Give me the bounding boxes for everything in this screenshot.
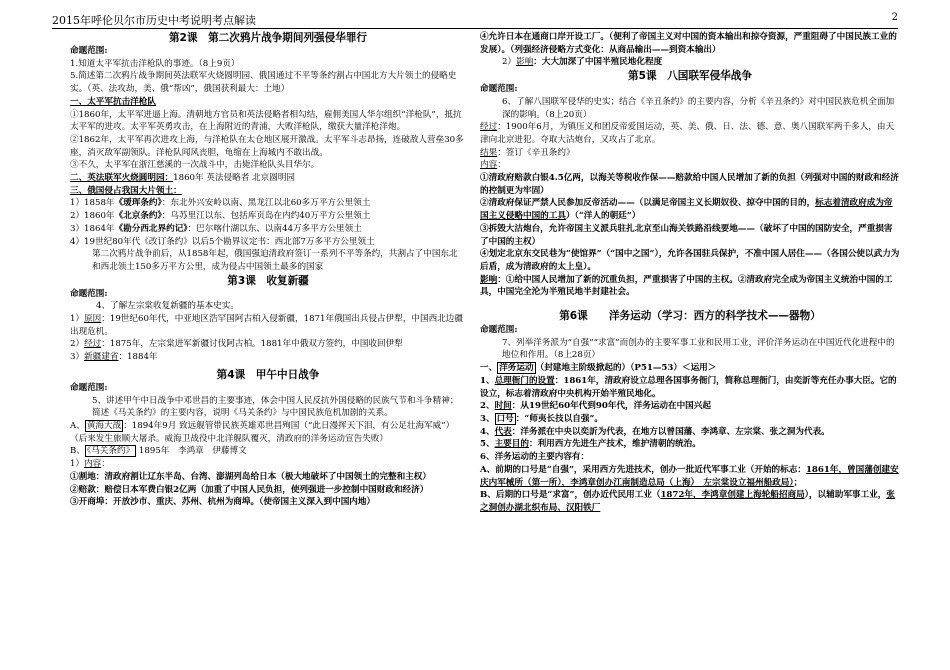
- l4-item-a: [70, 420, 466, 445]
- l4-item-b: [70, 445, 466, 458]
- l6-a-text: A、前期的口号是“自强”，采用西方先进技术，创办一批近代军事工业（开始的标志：: [480, 464, 806, 475]
- l5-result-label: 结果: [480, 147, 498, 158]
- l6-item-6: 6、洋务运动的主要内容有：: [480, 452, 590, 463]
- l6-item-5: [480, 438, 900, 451]
- l6-1-text: ：1861年，清政府设立总理各国事务衙门，简称总理衙门，由奕訢等充任办事大臣。它的设立，标志着清政府中央机构开始半殖民地化。: [480, 375, 897, 399]
- l3-process-label: 经过: [84, 339, 102, 350]
- l6-2-text: ：从19世纪60年代到90年代，洋务运动在中国兴起: [511, 401, 711, 412]
- l6-b-detail: 1872年，李鸿章创建上海轮船招商局: [660, 490, 805, 501]
- l4-content-3: ③开商埠：开放沙市、重庆、苏州、杭州为商埠。（使帝国主义深入到中国内地）: [70, 497, 376, 508]
- l6-4-text: ：洋务派在中央以奕訢为代表，在地方以曾国藩、李鸿章、左宗棠、张之洞为代表。: [511, 426, 830, 437]
- l6-1-label: 总理衙门的设置: [494, 375, 555, 386]
- l6-4-label: 代表: [494, 426, 512, 437]
- l6-a-detail: 1861年，曾国藩创建安庆内军械所（第一所），李鸿章创办江南制造总局（上海） 左宗棠设立福州船政局）: [480, 464, 899, 488]
- l5-content-2-b: 标志着清政府成为帝国主义侵略中国的工具: [480, 198, 893, 222]
- l4-a-num: A、: [70, 420, 85, 431]
- l3-point-4: 4、了解左宗棠收复新疆的基本史实。: [96, 301, 239, 312]
- lesson-3-title: 第3课 收复新疆: [227, 274, 309, 287]
- l6-1-num: 1、: [480, 375, 495, 386]
- l3-province-num: 3）: [70, 352, 85, 363]
- treaty-2-year: 2）1860年: [70, 211, 115, 222]
- l4-content-2: ②赔款：赔偿日本军费白银2亿两（加重了中国人民负担，使列强进一步控制中国财政和经济）: [70, 484, 429, 495]
- treaty-3-year: 3）1864年: [70, 223, 115, 234]
- l4-b-num: B、: [70, 446, 85, 457]
- treaty-1-name: 《瑷珲条约》: [114, 198, 162, 209]
- l6-3-num: 3、: [480, 413, 495, 424]
- l6-2-label: 时间: [494, 401, 512, 412]
- treaty-2-name: 《北京条约》: [114, 211, 162, 222]
- scope-label: 命题范围:: [480, 84, 518, 95]
- l5-result-text: ：签订《辛丑条约》: [497, 147, 575, 158]
- l5-content-colon: ：: [497, 160, 506, 171]
- l6-5-text: ：利用西方先进生产技术，维护清朝的统治。: [528, 439, 701, 450]
- l4-a-label: 黄海大战: [86, 420, 122, 431]
- l4-impact-num: 2）: [502, 57, 517, 68]
- l5-content-4: ④划定北京东交民巷为“使馆界”（“国中之国”），允许各国驻兵保护，不准中国人居住——（各国公使以武力为后盾，成为清政府的太上皇）。: [480, 249, 900, 272]
- lesson-6-title: 第6课 洋务运动（学习：西方的科学技术——器物）: [559, 310, 821, 323]
- l5-impact: [480, 274, 900, 299]
- l4-impact-label: 影响: [516, 57, 534, 68]
- l3-cause-num: 1）: [70, 314, 85, 325]
- l4-c-label: 内容: [84, 459, 102, 470]
- l2-h1-item-c: ③不久，太平军在浙江慈溪的一次战斗中，击毙洋枪队头目华尔。: [70, 160, 320, 171]
- l2-summary: 第二次鸦片战争前后，从1858年起，俄国强迫清政府签订一系列不平等条约，共割占了中国东北和西北领土150多万平方公里，成为侵占中国领土最多的国家: [92, 249, 458, 272]
- l4-impact-text: ：大大加深了中国半殖民地化程度: [533, 57, 663, 68]
- header-title: 2015年呼伦贝尔市历史中考说明考点解读: [52, 14, 256, 27]
- l2-h1-item-b: ②1862年，太平军再次进攻上海，与洋枪队在太仓地区展开激战。太平军斗志昂扬，连破敌人营垒30多座，消灭敌军副领队。洋枪队闻风丧胆，龟缩在上海城内不敢出战。: [70, 134, 464, 158]
- l6-a-end: ；: [793, 477, 803, 488]
- l5-point-6: 6、了解八国联军侵华的史实；结合《辛丑条约》的主要内容，分析《辛丑条约》对中国民族危机全面加深的影响。（8上20页）: [502, 96, 895, 120]
- treaty-4: 4）19世纪80年代《改订条约》以后5个勘界议定书：西北部7万多平方公里领土: [70, 236, 375, 247]
- l4-b-label: 《马关条约》: [86, 446, 135, 457]
- scope-label: 命题范围:: [70, 46, 108, 56]
- l2-heading-2: 二、英法联军火烧圆明园：: [70, 173, 174, 184]
- l5-process-text: ：1900年6月，为镇压义和团反帝爱国运动，英、美、俄、日、法、德、意、奥八国联军两千多人，由天津向北京进犯。夺取大沽炮台，又攻占了北京。: [480, 122, 895, 145]
- l6-h1-label: 洋务运动: [499, 363, 534, 374]
- l4-b-text: 1895年 李鸿章 伊藤博文: [136, 446, 247, 457]
- treaty-3-text: ：巴尔喀什湖以东、以南44万多平方公里领土: [187, 223, 362, 234]
- l3-province-text: ：1884年: [118, 352, 158, 363]
- l6-3-label: 口号: [496, 413, 514, 424]
- l5-content-1: ①清政府赔款白银4.5亿两，以海关等税收作保——赔款给中国人民增加了新的负担（列强对中国的财政和经济的控制更为牢固）: [480, 173, 899, 196]
- l2-point-5: 5.简述第二次鸦片战争期间英法联军火烧圆明园、俄国通过不平等条约割占中国北方大片领土的侵略史实。（英、法攻劫，美、俄“帮凶”，俄国获利最大：土地）: [70, 71, 457, 95]
- treaty-2-text: ：乌苏里江以东、包括库页岛在内约40万平方公里领土: [161, 211, 371, 222]
- l5-result: [480, 147, 900, 160]
- l5-process: [480, 121, 900, 146]
- l6-point-7: 7、列举洋务派为“自强”“求富”而创办的主要军事工业和民用工业，评价洋务运动在中国近代化进程中的地位和作用。（8上28页）: [502, 337, 895, 361]
- treaty-3-name: 《勘分西北界约记》: [114, 223, 188, 234]
- page-number: 2: [891, 12, 898, 23]
- l3-process-text: ：1875年，左宗棠进军新疆讨伐阿古柏。1881年中俄双方签约，中国收回伊犁: [101, 339, 403, 350]
- l5-impact-label: 影响: [480, 274, 498, 285]
- l5-content-2: [480, 197, 900, 222]
- left-column: [70, 31, 466, 509]
- treaty-2: [70, 210, 466, 223]
- l2-heading-3: 三、俄国侵占我国大片领土：: [70, 185, 182, 196]
- l4-a-text: ：1894年9月 致远舰管带民族英雄邓世昌殉国（“此日漫挥天下泪，有公足壮海军威”）（后来发生旅顺大屠杀。威海卫战役中北洋舰队覆灭，清政府的洋务运动宣告失败）: [70, 420, 455, 444]
- l6-5-num: 5、: [480, 439, 495, 450]
- l5-content-heading: [480, 159, 900, 172]
- l4-content-1: ①割地：清政府割让辽东半岛、台湾、澎湖列岛给日本（极大地破坏了中国领土的完整和主权）: [70, 471, 431, 482]
- l6-item-4: [480, 426, 900, 439]
- l6-item-1: [480, 375, 900, 400]
- l6-item-2: [480, 400, 900, 413]
- page-header: [52, 8, 898, 29]
- scope-label: 命题范围:: [70, 288, 108, 299]
- l6-b-detail-2: 张之洞创办湖北织布局、汉阳铁厂: [480, 490, 895, 513]
- l4-c-num: 1）: [70, 459, 85, 470]
- l6-2-num: 2、: [480, 401, 495, 412]
- l4-content-4: ④允许日本在通商口岸开设工厂。（便利了帝国主义对中国的资本输出和掠夺资源，严重阻碍了中国民族工业的发展）。（列强经济侵略方式变化：从商品输出——到资本输出）: [480, 32, 897, 55]
- l4-point-5: 5、讲述甲午中日战争中邓世昌的主要事迹，体会中国人民反抗外国侵略的民族气节和斗争精神；简述《马关条约》的主要内容，说明《马关条约》与中国民族危机加剧的关系。: [92, 395, 459, 419]
- l2-h1-item-a: ①1860年，太平军进逼上海。清朝地方官员和英法侵略者相勾结，雇佣美国人华尔组织“洋枪队”，抵抗太平军的进攻。太平军英勇攻击，在上海附近的青浦，大败洋枪队，缴获大量洋枪洋炮。: [70, 109, 462, 133]
- l3-province: [70, 351, 466, 364]
- l2-point-1: 1.知道太平军抗击洋枪队的事迹。（8上9页）: [70, 58, 240, 69]
- l5-content-2-a: ②清政府保证严禁人民参加反帝活动——（以满足帝国主义长期奴役、掠夺中国的目的，: [480, 198, 816, 209]
- l6-5-label: 主要目的: [494, 439, 529, 450]
- l3-cause-text: ：19世纪60年代，中亚地区浩罕国阿古柏入侵新疆，1871年俄国出兵侵占伊犁，中国西北边疆出现危机。: [70, 314, 463, 337]
- l3-process: [70, 338, 466, 351]
- l5-content-2-c: ）（“洋人的朝廷”）: [565, 211, 641, 222]
- l5-impact-text: ：①给中国人民增加了新的沉重负担，严重损害了中国的主权。②清政府完全成为帝国主义统治中国的工具，中国完全沦为半殖民地半封建社会。: [480, 274, 893, 298]
- treaty-1-year: 1）1858年: [70, 198, 115, 209]
- l3-cause-label: 原因: [84, 314, 102, 325]
- scope-label: 命题范围:: [480, 325, 518, 336]
- l4-content-heading: [70, 458, 466, 471]
- l6-item-a: [480, 464, 900, 489]
- l6-b-mid: ），以辅助军事工业，: [804, 490, 887, 501]
- l6-b-text: B、后期的口号是“求富”，创办近代民用工业（: [480, 490, 661, 501]
- l4-impact: [480, 56, 900, 69]
- l5-process-label: 经过: [480, 122, 498, 133]
- l6-h1-text: （封建地主阶级掀起的）（P51—53）＜运用＞: [535, 363, 717, 374]
- treaty-1-text: ：东北外兴安岭以南、黑龙江以北60多万平方公里领土: [161, 198, 371, 209]
- l6-item-3: [480, 413, 900, 426]
- l6-heading-1: [480, 362, 900, 375]
- lesson-5-title: 第5课 八国联军侵华战争: [628, 70, 752, 83]
- lesson-2-title: 第2课 第二次鸦片战争期间列强侵华罪行: [168, 32, 368, 44]
- l6-3-text: ：“师夷长技以自强”。: [515, 413, 604, 424]
- l2-heading-1: 一、太平军抗击洋枪队: [70, 96, 156, 107]
- scope-label: 命题范围:: [70, 382, 108, 393]
- l3-province-label: 新疆建省: [84, 352, 119, 363]
- l6-h1-num: 一、: [480, 363, 498, 374]
- l3-cause: [70, 313, 466, 338]
- l3-process-num: 2）: [70, 339, 85, 350]
- l4-c-colon: ：: [101, 459, 110, 470]
- right-column: [480, 31, 900, 515]
- l6-4-num: 4、: [480, 426, 495, 437]
- l6-item-b: [480, 489, 900, 514]
- l2-heading-2-text: 1860年 英法侵略者 北京圆明园: [173, 173, 296, 184]
- l5-content-label: 内容: [480, 160, 498, 171]
- lesson-4-title: 第4课 甲午中日战争: [216, 368, 320, 381]
- treaty-1: [70, 197, 466, 210]
- l5-content-3: ③拆毁大沽炮台，允许帝国主义派兵驻扎北京至山海关铁路沿线要地——（破坏了中国的国防安全，严重损害了中国的主权）: [480, 223, 893, 247]
- l2-heading-2-line: [70, 172, 466, 185]
- treaty-3: [70, 223, 466, 236]
